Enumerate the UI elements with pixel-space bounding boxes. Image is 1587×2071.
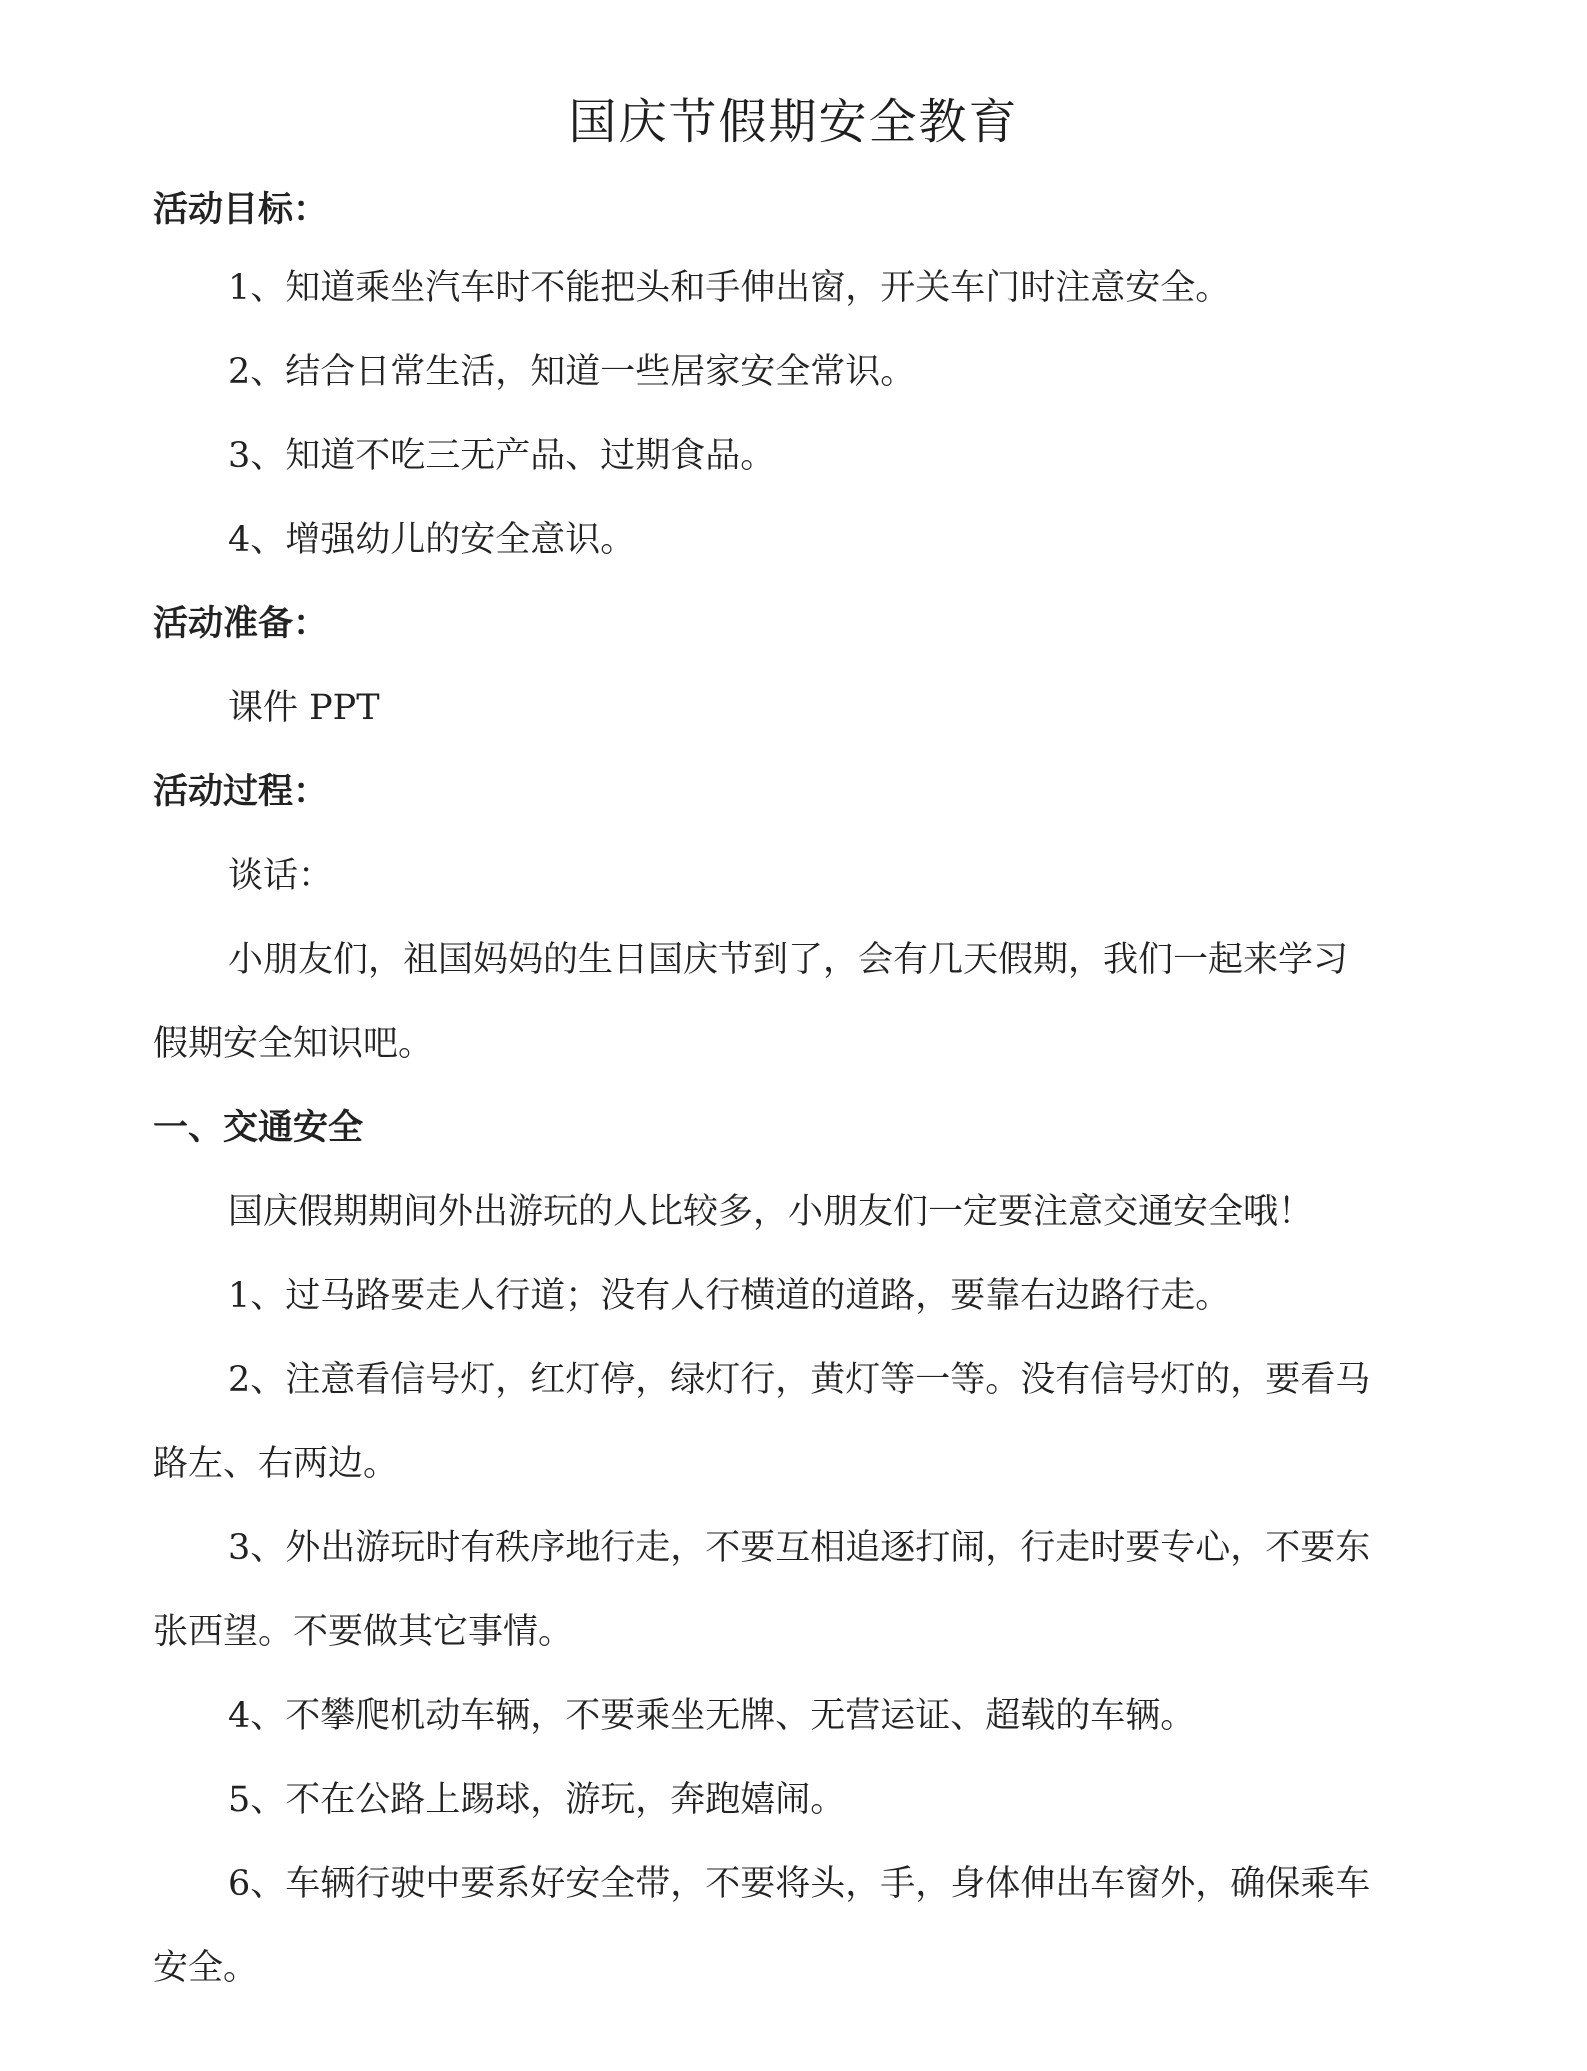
page-title: 国庆节假期安全教育 <box>568 94 1019 150</box>
goal-item-1: 1、知道乘坐汽车时不能把头和手伸出窗，开关车门时注意安全。 <box>228 268 1231 308</box>
goal-item-3: 3、知道不吃三无产品、过期食品。 <box>228 436 776 476</box>
traffic-rule-1: 1、过马路要走人行道；没有人行横道的道路，要靠右边路行走。 <box>228 1276 1231 1316</box>
talk-paragraph-line-2: 假期安全知识吧。 <box>153 1024 434 1064</box>
goal-item-2: 2、结合日常生活，知道一些居家安全常识。 <box>228 352 916 392</box>
section-heading-goals: 活动目标： <box>153 189 329 230</box>
traffic-rule-2-line-1: 2、注意看信号灯，红灯停，绿灯行，黄灯等一等。没有信号灯的，要看马 <box>228 1360 1371 1400</box>
section-heading-preparation: 活动准备： <box>153 603 329 644</box>
traffic-rule-5: 5、不在公路上踢球，游玩，奔跑嬉闹。 <box>228 1780 846 1820</box>
traffic-rule-6-line-1: 6、车辆行驶中要系好安全带，不要将头，手，身体伸出车窗外，确保乘车 <box>228 1864 1371 1904</box>
goal-item-4: 4、增强幼儿的安全意识。 <box>228 520 636 560</box>
preparation-content: 课件 PPT <box>228 688 380 728</box>
talk-label: 谈话： <box>228 856 334 896</box>
section-heading-process: 活动过程： <box>153 771 329 812</box>
traffic-intro: 国庆假期期间外出游玩的人比较多，小朋友们一定要注意交通安全哦！ <box>228 1192 1314 1232</box>
traffic-rule-4: 4、不攀爬机动车辆，不要乘坐无牌、无营运证、超载的车辆。 <box>228 1696 1196 1736</box>
traffic-rule-3-line-2: 张西望。不要做其它事情。 <box>153 1612 574 1652</box>
section-heading-traffic-safety: 一、交通安全 <box>153 1107 364 1148</box>
traffic-rule-3-line-1: 3、外出游玩时有秩序地行走，不要互相追逐打闹，行走时要专心，不要东 <box>228 1528 1371 1568</box>
traffic-rule-2-line-2: 路左、右两边。 <box>153 1444 399 1484</box>
talk-paragraph-line-1: 小朋友们，祖国妈妈的生日国庆节到了，会有几天假期，我们一起来学习 <box>228 940 1349 980</box>
traffic-rule-6-line-2: 安全。 <box>153 1948 259 1988</box>
